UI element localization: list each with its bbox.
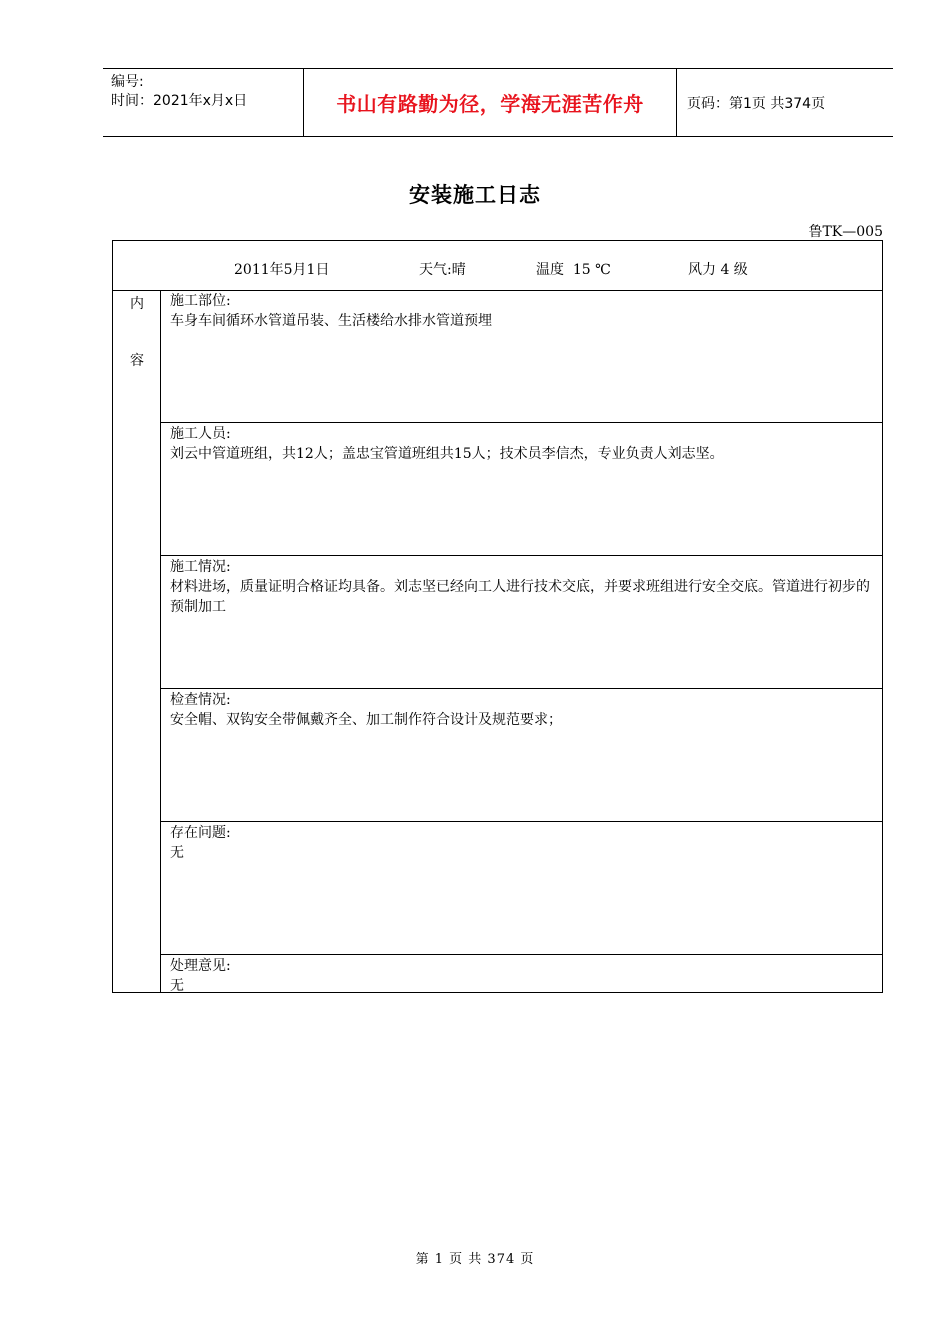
section-handling-opinion [161, 955, 882, 992]
info-row [113, 241, 882, 291]
page-header [103, 68, 893, 137]
motto-text: 书山有路勤为径，学海无涯苦作舟 [303, 69, 677, 136]
time-label: 时间：2021年x月x日 [111, 93, 248, 109]
page-number-label: 页码：第1页 共374页 [687, 95, 826, 112]
wind-value: 风力 4 级 [688, 262, 748, 278]
content-side-label [113, 290, 161, 992]
section-content: 无 [170, 978, 184, 994]
section-content: 无 [170, 845, 184, 861]
section-inspection [161, 689, 882, 822]
temperature-value: 温度 15 ℃ [536, 262, 611, 278]
side-char-2: 容 [130, 353, 144, 369]
section-content: 安全帽、双钩安全带佩戴齐全、加工制作符合设计及规范要求； [170, 712, 562, 728]
section-label: 存在问题: [170, 825, 231, 841]
section-label: 处理意见: [170, 958, 231, 974]
section-label: 检查情况: [170, 692, 231, 708]
page-footer [0, 1248, 950, 1267]
section-construction-status [161, 556, 882, 689]
number-label: 编号: [111, 74, 144, 90]
date-value: 2011年5月1日 [234, 262, 330, 278]
section-construction-site [161, 290, 882, 423]
section-personnel [161, 423, 882, 556]
log-table [112, 240, 883, 993]
section-content: 车身车间循环水管道吊装、生活楼给水排水管道预埋 [170, 313, 492, 329]
section-label: 施工人员: [170, 426, 231, 442]
document-title: 安装施工日志 [409, 183, 541, 207]
section-content: 刘云中管道班组，共12人；盖忠宝管道班组共15人；技术员李信杰，专业负责人刘志坚。 [170, 446, 724, 462]
section-label: 施工情况: [170, 559, 231, 575]
section-problems [161, 822, 882, 955]
side-char-1: 内 [130, 296, 144, 312]
form-code: 鲁TK—005 [808, 224, 883, 240]
section-label: 施工部位: [170, 293, 231, 309]
weather-value: 天气:晴 [419, 262, 466, 278]
header-left-cell [103, 69, 303, 136]
footer-page-number: 第 1 页 共 374 页 [415, 1252, 535, 1267]
section-content: 材料进场，质量证明合格证均具备。刘志坚已经向工人进行技术交底，并要求班组进行安全交底。管道进行初步的预制加工 [170, 579, 870, 615]
